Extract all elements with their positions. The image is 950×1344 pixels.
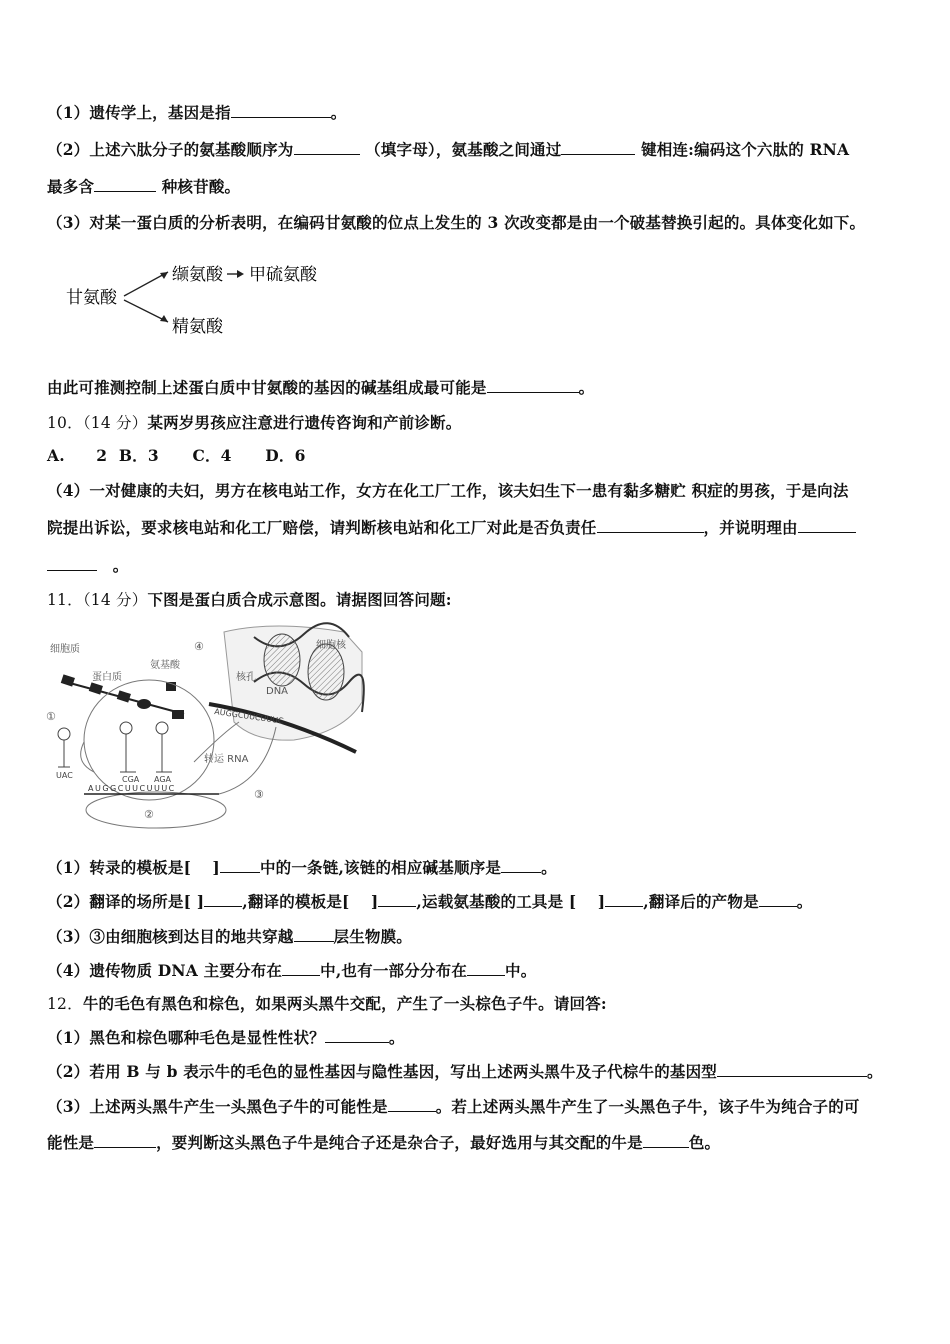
peptide-chain — [61, 674, 184, 719]
ribosome-large — [84, 680, 214, 800]
q9-part2 — [47, 138, 849, 160]
q11-part1-mid: 中的一条链,该链的相应碱基顺序是 — [259, 858, 502, 877]
q11-part2-text: （2）翻译的场所是[ ] — [47, 892, 205, 911]
q10-part4 — [47, 479, 849, 501]
answer-blank[interactable] — [643, 1133, 689, 1148]
label-circle-3: ③ — [254, 788, 264, 801]
q10-option-a[interactable]: A. 2 — [47, 446, 108, 465]
q12-part2-text: （2）若用 B 与 b 表示牛的毛色的显性基因与隐性基因，写出上述两头黑牛及子代棕牛的基因型 — [47, 1062, 718, 1081]
answer-blank[interactable] — [597, 518, 704, 533]
q11-part1-end: 。 — [541, 858, 557, 877]
q9-part2-mid1: （填字母），氨基酸之间通过 — [365, 140, 562, 159]
diagram-glycine: 甘氨酸 — [66, 288, 117, 308]
answer-blank[interactable] — [378, 892, 416, 907]
label-nuclear-pore: 核孔 — [236, 672, 256, 683]
q11-part4-text: （4）遗传物质 DNA 主要分布在 — [47, 961, 283, 980]
q12-part2 — [47, 1060, 883, 1082]
answer-blank[interactable] — [501, 858, 541, 873]
q10-score: （14 分） — [82, 414, 148, 432]
q10-option-b[interactable]: B．3 — [118, 446, 159, 465]
answer-blank[interactable] — [294, 140, 360, 155]
q9-part3 — [47, 211, 865, 233]
label-nucleus: 细胞核 — [316, 640, 346, 651]
q9-part4-text: 由此可推测控制上述蛋白质中甘氨酸的基因的碱基组成最可能是 — [47, 378, 487, 397]
q12-part1-end: 。 — [388, 1028, 405, 1047]
label-circle-1: ① — [46, 710, 56, 723]
mrna-sequence: AUGGCUUCUUUC — [88, 784, 176, 793]
q12-part3-mid: 。若上述两头黑牛产生了一头黑色子牛，该子牛为纯合子的可 — [435, 1097, 860, 1116]
mrna-in-nucleus: AUGGCUUCUUUC — [213, 707, 285, 726]
q11-part2-m1: ,翻译的模板是[ ] — [242, 892, 379, 911]
answer-blank[interactable] — [467, 961, 505, 976]
q12-part2-end: 。 — [867, 1062, 883, 1081]
diagram-arrow-top — [124, 272, 168, 296]
answer-blank[interactable] — [47, 556, 97, 571]
q10-part4b-text: 院提出诉讼，要求核电站和化工厂赔偿，请判断核电站和化工厂对此是否负责任 — [47, 518, 597, 537]
q10-number: 10． — [47, 414, 83, 432]
ribosome-small — [86, 792, 226, 828]
answer-blank[interactable] — [605, 892, 643, 907]
q12-text: 牛的毛色有黑色和棕色，如果两头黑牛交配，产生了一头棕色子牛。请回答: — [82, 994, 607, 1013]
q10-text: 某两岁男孩应注意进行遗传咨询和产前诊断。 — [147, 413, 462, 432]
label-trna: 转运 RNA — [204, 754, 249, 765]
q9-part3-text: （3）对某一蛋白质的分析表明，在编码甘氨酸的位点上发生的 3 次改变都是由一个破基替换引起的。具体变化如下。 — [47, 213, 866, 232]
q9-part2b-end: 种核苷酸。 — [161, 177, 241, 196]
label-dna: DNA — [266, 686, 289, 697]
dna-loop-1 — [264, 634, 300, 686]
q9-part2-mid2: 键相连:编码这个六肽的 RNA — [641, 140, 850, 159]
q12-part1 — [47, 1026, 405, 1048]
anticodon-3: AGA — [154, 775, 172, 784]
q11-text: 下图是蛋白质合成示意图。请据图回答问题: — [147, 590, 452, 609]
label-circle-2: ② — [144, 808, 154, 821]
q10-option-d[interactable]: D．6 — [265, 446, 306, 465]
q12-part1-text: （1）黑色和棕色哪种毛色是显性性状？ — [47, 1028, 325, 1047]
answer-blank[interactable] — [220, 858, 260, 873]
q11-stem — [47, 588, 452, 610]
q12-part3b-text: 能性是 — [47, 1133, 95, 1152]
answer-blank[interactable] — [294, 927, 334, 942]
q11-part3-text: （3）③由细胞核到达目的地共穿越 — [47, 927, 294, 946]
q10-stem — [47, 411, 461, 433]
q12-part3b-end: 色。 — [688, 1133, 721, 1152]
q10-part4-end — [47, 554, 128, 576]
q10-part4c-end: 。 — [112, 556, 129, 575]
answer-blank[interactable] — [487, 378, 579, 393]
answer-blank[interactable] — [759, 892, 797, 907]
q12-part3 — [47, 1095, 860, 1117]
answer-blank[interactable] — [282, 961, 320, 976]
trna-group — [58, 722, 172, 772]
q11-part2-m2: ,运载氨基酸的工具是 [ ] — [416, 892, 606, 911]
diagram-arrow-bottom — [124, 300, 168, 322]
q11-part1-text: （1）转录的模板是[ ] — [47, 858, 220, 877]
q9-part4-end: 。 — [578, 378, 595, 397]
q11-part2 — [47, 890, 812, 912]
q9-part4 — [47, 376, 594, 398]
q9-part2-text: （2）上述六肽分子的氨基酸顺序为 — [47, 140, 294, 159]
q10-part4-text: （4）一对健康的夫妇，男方在核电站工作，女方在化工厂工作，该夫妇生下一患有黏多糖贮 积症的男孩，于是向法 — [47, 481, 849, 500]
anticodon-2: CGA — [122, 775, 140, 784]
q12-number: 12． — [47, 995, 83, 1013]
q11-part2-m3: ,翻译后的产物是 — [643, 892, 759, 911]
q9-part1-end: 。 — [330, 103, 347, 122]
label-protein: 蛋白质 — [92, 672, 122, 683]
q9-part1-text: （1）遗传学上，基因是指 — [47, 103, 231, 122]
q11-part3 — [47, 925, 412, 947]
q9-part1 — [47, 101, 346, 123]
diagram-valine: 缬氨酸 — [172, 265, 223, 285]
q11-part1 — [47, 856, 557, 878]
answer-blank[interactable] — [798, 518, 856, 533]
q11-score: （14 分） — [82, 591, 148, 609]
q9-part2-cont — [47, 175, 240, 197]
diagram-arginine: 精氨酸 — [172, 317, 223, 337]
q11-part4 — [47, 959, 536, 981]
protein-synthesis-figure — [44, 622, 369, 834]
answer-blank[interactable] — [94, 1133, 156, 1148]
q10-part4-cont — [47, 516, 856, 538]
label-circle-4: ④ — [194, 640, 204, 653]
answer-blank[interactable] — [388, 1097, 436, 1112]
q11-part4-mid: 中,也有一部分分布在 — [320, 961, 468, 980]
q11-part3-end: 层生物膜。 — [333, 927, 413, 946]
q12-stem — [47, 992, 607, 1014]
diagram-methionine: 甲硫氨酸 — [249, 265, 317, 285]
answer-blank[interactable] — [231, 103, 331, 118]
q11-number: 11． — [47, 591, 83, 609]
answer-blank[interactable] — [94, 177, 156, 192]
q12-part3-cont — [47, 1131, 720, 1153]
q12-part3-text: （3）上述两头黑牛产生一头黑色子牛的可能性是 — [47, 1097, 388, 1116]
label-cytoplasm: 细胞质 — [50, 644, 80, 655]
q10-options — [47, 444, 306, 466]
anticodon-1: UAC — [56, 771, 73, 780]
q10-part4b-mid: ，并说明理由 — [703, 518, 798, 537]
answer-blank[interactable] — [717, 1062, 867, 1077]
q11-part4-end: 中。 — [505, 961, 537, 980]
q10-option-c[interactable]: C．4 — [192, 446, 232, 465]
amino-acid-diagram — [60, 258, 340, 340]
answer-blank[interactable] — [204, 892, 242, 907]
label-amino-acid: 氨基酸 — [150, 660, 180, 671]
answer-blank[interactable] — [561, 140, 635, 155]
q12-part3b-mid: ，要判断这头黑色子牛是纯合子还是杂合子，最好选用与其交配的牛是 — [156, 1133, 643, 1152]
answer-blank[interactable] — [325, 1028, 389, 1043]
q11-part2-end: 。 — [796, 892, 813, 911]
q9-part2b-text: 最多含 — [47, 177, 95, 196]
dna-loop-2 — [308, 644, 344, 700]
